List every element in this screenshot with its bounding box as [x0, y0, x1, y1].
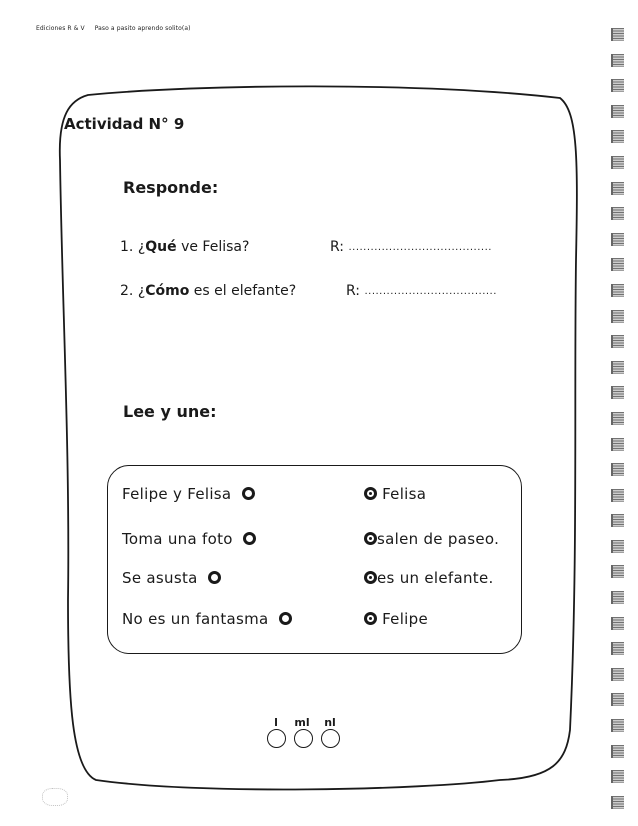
- film-strip-icon: [611, 79, 624, 92]
- left-item-text: No es un fantasma: [122, 610, 269, 628]
- margin-film-strip: [611, 28, 625, 821]
- right-item-text: Felipe: [382, 610, 428, 628]
- left-item-4[interactable]: [122, 610, 292, 628]
- film-strip-icon: [611, 668, 624, 681]
- film-strip-icon: [611, 617, 624, 630]
- dotted-circle-icon[interactable]: [364, 612, 377, 625]
- film-strip-icon: [611, 745, 624, 758]
- film-strip-icon: [611, 361, 624, 374]
- right-item-text: Felisa: [382, 485, 427, 503]
- left-item-3[interactable]: [122, 569, 221, 587]
- film-strip-icon: [611, 284, 624, 297]
- right-item-text: salen de paseo.: [377, 530, 500, 548]
- open-circle-icon[interactable]: [208, 571, 221, 584]
- film-strip-icon: [611, 105, 624, 118]
- dotted-circle-icon[interactable]: [364, 532, 377, 545]
- left-item-text: Se asusta: [122, 569, 198, 587]
- right-item-3[interactable]: [364, 569, 494, 587]
- question-2: [120, 283, 296, 299]
- syllable-circle-l[interactable]: [267, 729, 286, 748]
- film-strip-icon: [611, 770, 624, 783]
- film-strip-icon: [611, 719, 624, 732]
- film-strip-icon: [611, 438, 624, 451]
- responde-heading: Responde:: [123, 178, 219, 197]
- syllable-label-nl: nl: [324, 716, 336, 729]
- film-strip-icon: [611, 182, 624, 195]
- film-strip-icon: [611, 412, 624, 425]
- question-text: ve Felisa?: [176, 239, 250, 255]
- film-strip-icon: [611, 28, 624, 41]
- left-item-text: Felipe y Felisa: [122, 485, 232, 503]
- question-1: [120, 239, 249, 255]
- film-strip-icon: [611, 489, 624, 502]
- question-open: ¿: [137, 239, 146, 255]
- question-keyword: Cómo: [145, 283, 190, 299]
- film-strip-icon: [611, 591, 624, 604]
- film-strip-icon: [611, 565, 624, 578]
- series-name: Paso a pasito aprendo solito(a): [94, 25, 191, 32]
- open-circle-icon[interactable]: [243, 532, 256, 545]
- activity-title: Actividad N° 9: [64, 115, 185, 133]
- syllable-label-ml: ml: [294, 716, 310, 729]
- question-open: ¿: [137, 283, 146, 299]
- film-strip-icon: [611, 540, 624, 553]
- film-strip-icon: [611, 233, 624, 246]
- syllable-circle-ml[interactable]: [294, 729, 313, 748]
- right-item-2[interactable]: [364, 530, 499, 548]
- syllable-circle-nl[interactable]: [321, 729, 340, 748]
- answer-label: R:: [330, 239, 345, 255]
- dotted-circle-icon[interactable]: [364, 571, 377, 584]
- question-keyword: Qué: [145, 239, 177, 255]
- question-number: 1.: [120, 239, 134, 255]
- lee-une-heading: Lee y une:: [123, 402, 217, 421]
- film-strip-icon: [611, 514, 624, 527]
- film-strip-icon: [611, 207, 624, 220]
- answer-line-2[interactable]: [346, 283, 497, 299]
- film-strip-icon: [611, 335, 624, 348]
- question-text: es el elefante?: [189, 283, 297, 299]
- answer-line-1[interactable]: [330, 239, 492, 255]
- publisher-name: Ediciones R & V: [36, 25, 85, 32]
- right-item-4[interactable]: [364, 610, 428, 628]
- film-strip-icon: [611, 386, 624, 399]
- left-item-2[interactable]: [122, 530, 256, 548]
- faint-stamp-mark: [42, 788, 68, 806]
- film-strip-icon: [611, 796, 624, 809]
- film-strip-icon: [611, 310, 624, 323]
- right-item-1[interactable]: [364, 485, 426, 503]
- dotted-circle-icon[interactable]: [364, 487, 377, 500]
- open-circle-icon[interactable]: [279, 612, 292, 625]
- film-strip-icon: [611, 156, 624, 169]
- film-strip-icon: [611, 463, 624, 476]
- film-strip-icon: [611, 54, 624, 67]
- film-strip-icon: [611, 130, 624, 143]
- answer-label: R:: [346, 283, 361, 299]
- right-item-text: es un elefante.: [377, 569, 494, 587]
- film-strip-icon: [611, 642, 624, 655]
- left-item-text: Toma una foto: [122, 530, 233, 548]
- open-circle-icon[interactable]: [242, 487, 255, 500]
- left-item-1[interactable]: [122, 485, 255, 503]
- syllable-label-l: l: [274, 716, 278, 729]
- film-strip-icon: [611, 693, 624, 706]
- film-strip-icon: [611, 258, 624, 271]
- question-number: 2.: [120, 283, 134, 299]
- answer-dots: ....................................: [364, 286, 497, 297]
- answer-dots: .......................................: [348, 242, 492, 253]
